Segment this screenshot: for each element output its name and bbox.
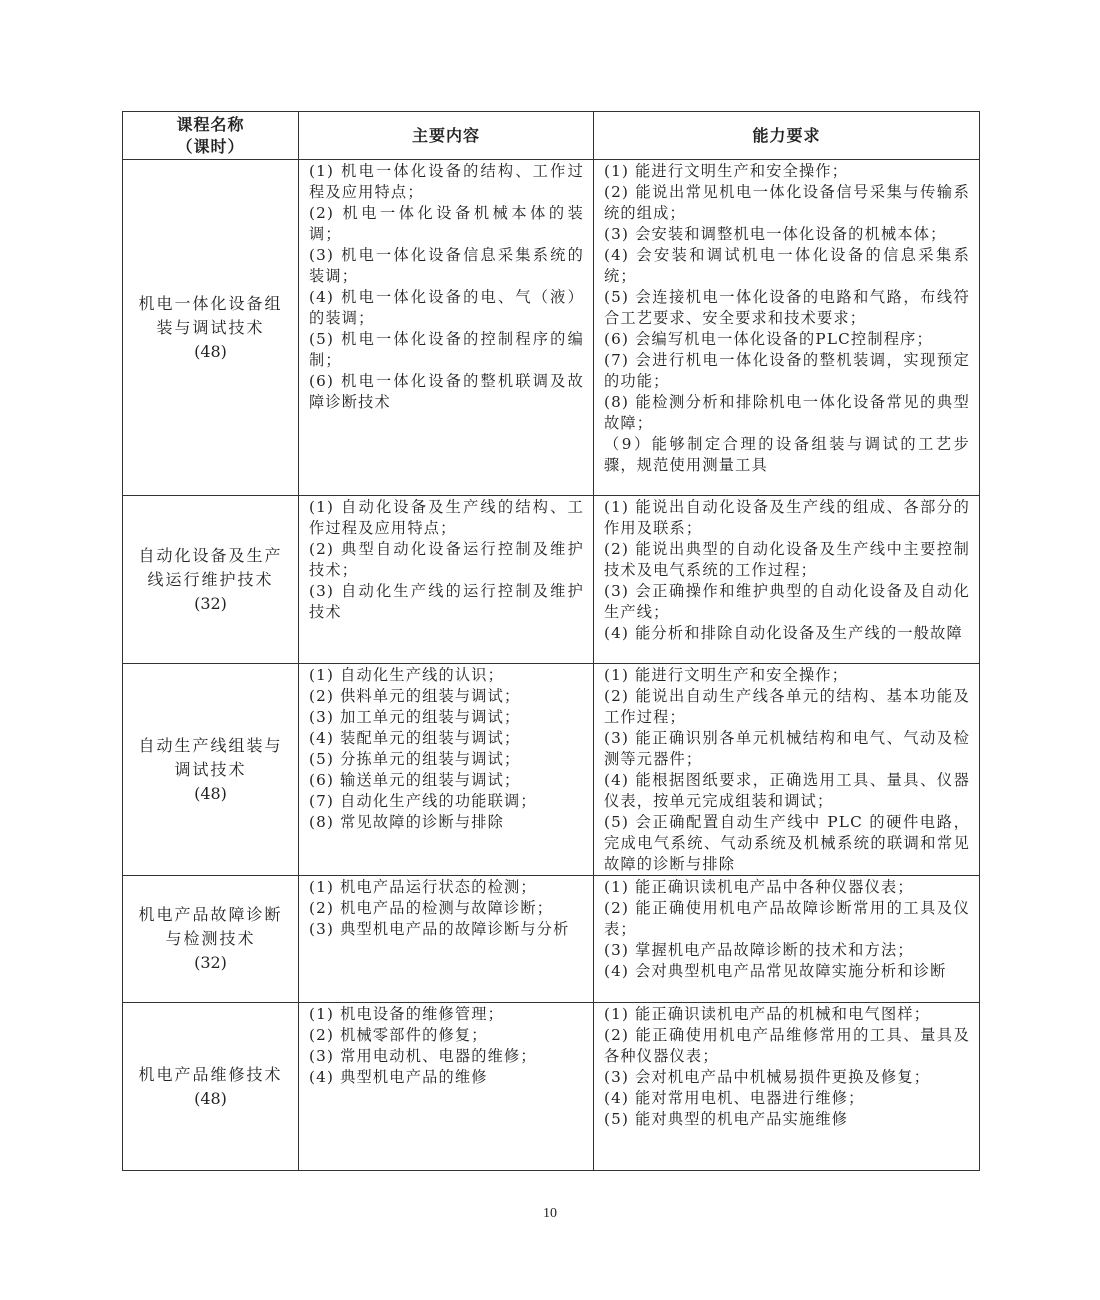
list-item: (4) 会对典型机电产品常见故障实施分析和诊断 — [604, 962, 947, 980]
list-item: (1) 自动化设备及生产线的结构、工作过程及应用特点； — [309, 498, 584, 537]
list-item: (2) 能正确使用机电产品故障诊断常用的工具及仪表； — [604, 899, 970, 938]
content-cell — [299, 664, 594, 876]
ability-cell — [594, 160, 980, 496]
table-row — [123, 876, 980, 1003]
list-item: (3) 典型机电产品的故障诊断与分析 — [309, 920, 570, 938]
course-name: 自动生产线组装与调试技术 — [138, 735, 283, 779]
list-item: (4) 能根据图纸要求，正确选用工具、量具、仪器仪表，按单元完成组装和调试； — [604, 771, 970, 810]
table-header-row — [123, 112, 980, 160]
list-item: (4) 机电一体化设备的电、气（液）的装调； — [309, 288, 584, 327]
list-item: (3) 会安装和调整机电一体化设备的机械本体； — [604, 225, 947, 243]
header-main-content: 主要内容 — [299, 112, 594, 160]
list-item: (1) 能进行文明生产和安全操作； — [604, 666, 849, 684]
course-name: 机电产品故障诊断与检测技术 — [138, 905, 283, 948]
course-name-cell — [123, 496, 299, 664]
list-item: (1) 机电一体化设备的结构、工作过程及应用特点； — [309, 162, 584, 201]
list-item: (3) 掌握机电产品故障诊断的技术和方法； — [604, 941, 914, 959]
table-row — [123, 496, 980, 664]
list-item: (4) 装配单元的组装与调试； — [309, 729, 521, 747]
course-name-cell — [123, 160, 299, 496]
content-cell — [299, 1003, 594, 1171]
list-item: (1) 能进行文明生产和安全操作； — [604, 162, 849, 180]
list-item: (4) 能对常用电机、电器进行维修； — [604, 1089, 865, 1107]
course-name: 机电一体化设备组装与调试技术 — [138, 293, 283, 337]
table-row — [123, 1003, 980, 1171]
list-item: (3) 自动化生产线的运行控制及维护技术 — [309, 582, 584, 621]
course-hours: (32) — [194, 593, 227, 613]
list-item: (6) 会编写机电一体化设备的PLC控制程序； — [604, 330, 933, 348]
list-item: (5) 能对典型的机电产品实施维修 — [604, 1110, 849, 1128]
header-ability-requirements: 能力要求 — [594, 112, 980, 160]
table-row — [123, 664, 980, 876]
list-item: (6) 输送单元的组装与调试； — [309, 771, 521, 789]
list-item: (2) 机电产品的检测与故障诊断； — [309, 899, 554, 917]
list-item: (8) 能检测分析和排除机电一体化设备常见的典型故障； — [604, 393, 970, 432]
ability-cell — [594, 876, 980, 1003]
list-item: (8) 常见故障的诊断与排除 — [309, 813, 505, 831]
course-name-cell — [123, 876, 299, 1003]
course-hours: (48) — [194, 1088, 227, 1108]
course-table — [122, 111, 980, 1171]
list-item: (3) 会对机电产品中机械易损件更换及修复； — [604, 1068, 931, 1086]
list-item: (4) 典型机电产品的维修 — [309, 1068, 488, 1086]
list-item: (1) 能正确识读机电产品的机械和电气图样； — [604, 1005, 931, 1023]
course-name: 机电产品维修技术 — [138, 1064, 283, 1084]
course-name-cell — [123, 664, 299, 876]
page-number: 10 — [543, 1206, 557, 1221]
table-row — [123, 160, 980, 496]
list-item: (1) 机电设备的维修管理； — [309, 1005, 505, 1023]
list-item: (4) 会安装和调试机电一体化设备的信息采集系统； — [604, 246, 970, 285]
list-item: (2) 能正确使用机电产品维修常用的工具、量具及各种仪器仪表； — [604, 1026, 970, 1065]
list-item: (3) 机电一体化设备信息采集系统的装调； — [309, 246, 584, 285]
list-item: (1) 机电产品运行状态的检测； — [309, 878, 537, 896]
list-item: (5) 分拣单元的组装与调试； — [309, 750, 521, 768]
list-item: (2) 典型自动化设备运行控制及维护技术； — [309, 540, 584, 579]
content-cell — [299, 876, 594, 1003]
list-item: (4) 能分析和排除自动化设备及生产线的一般故障 — [604, 624, 963, 642]
list-item: (3) 会正确操作和维护典型的自动化设备及自动化生产线； — [604, 582, 970, 621]
list-item: （9）能够制定合理的设备组装与调试的工艺步骤，规范使用测量工具 — [604, 435, 970, 474]
list-item: (7) 会进行机电一体化设备的整机装调，实现预定的功能； — [604, 351, 970, 390]
header-course-name: 课程名称 （课时） — [123, 112, 299, 160]
course-name-cell — [123, 1003, 299, 1171]
ability-cell — [594, 1003, 980, 1171]
list-item: (2) 能说出自动生产线各单元的结构、基本功能及工作过程； — [604, 687, 970, 726]
list-item: (2) 机电一体化设备机械本体的装调； — [309, 204, 584, 243]
list-item: (3) 能正确识别各单元机械结构和电气、气动及检测等元器件； — [604, 729, 970, 768]
list-item: (6) 机电一体化设备的整机联调及故障诊断技术 — [309, 372, 584, 411]
content-cell — [299, 160, 594, 496]
course-hours: (32) — [194, 953, 227, 972]
list-item: (7) 自动化生产线的功能联调； — [309, 792, 537, 810]
list-item: (5) 会正确配置自动生产线中 PLC 的硬件电路，完成电气系统、气动系统及机械系统的联调和常见故障的诊断与排除 — [604, 813, 970, 873]
list-item: (2) 能说出常见机电一体化设备信号采集与传输系统的组成； — [604, 183, 970, 222]
list-item: (3) 加工单元的组装与调试； — [309, 708, 521, 726]
list-item: (1) 自动化生产线的认识； — [309, 666, 505, 684]
list-item: (2) 机械零部件的修复； — [309, 1026, 488, 1044]
list-item: (1) 能正确识读机电产品中各种仪器仪表； — [604, 878, 914, 896]
content-cell — [299, 496, 594, 664]
list-item: (2) 供料单元的组装与调试； — [309, 687, 521, 705]
course-hours: (48) — [194, 341, 227, 361]
list-item: (5) 会连接机电一体化设备的电路和气路，布线符合工艺要求、安全要求和技术要求； — [604, 288, 970, 327]
ability-cell — [594, 664, 980, 876]
list-item: (5) 机电一体化设备的控制程序的编制； — [309, 330, 584, 369]
list-item: (3) 常用电动机、电器的维修； — [309, 1047, 537, 1065]
course-hours: (48) — [194, 783, 227, 803]
list-item: (1) 能说出自动化设备及生产线的组成、各部分的作用及联系； — [604, 498, 970, 537]
course-name: 自动化设备及生产线运行维护技术 — [138, 545, 283, 589]
list-item: (2) 能说出典型的自动化设备及生产线中主要控制技术及电气系统的工作过程； — [604, 540, 970, 579]
ability-cell — [594, 496, 980, 664]
